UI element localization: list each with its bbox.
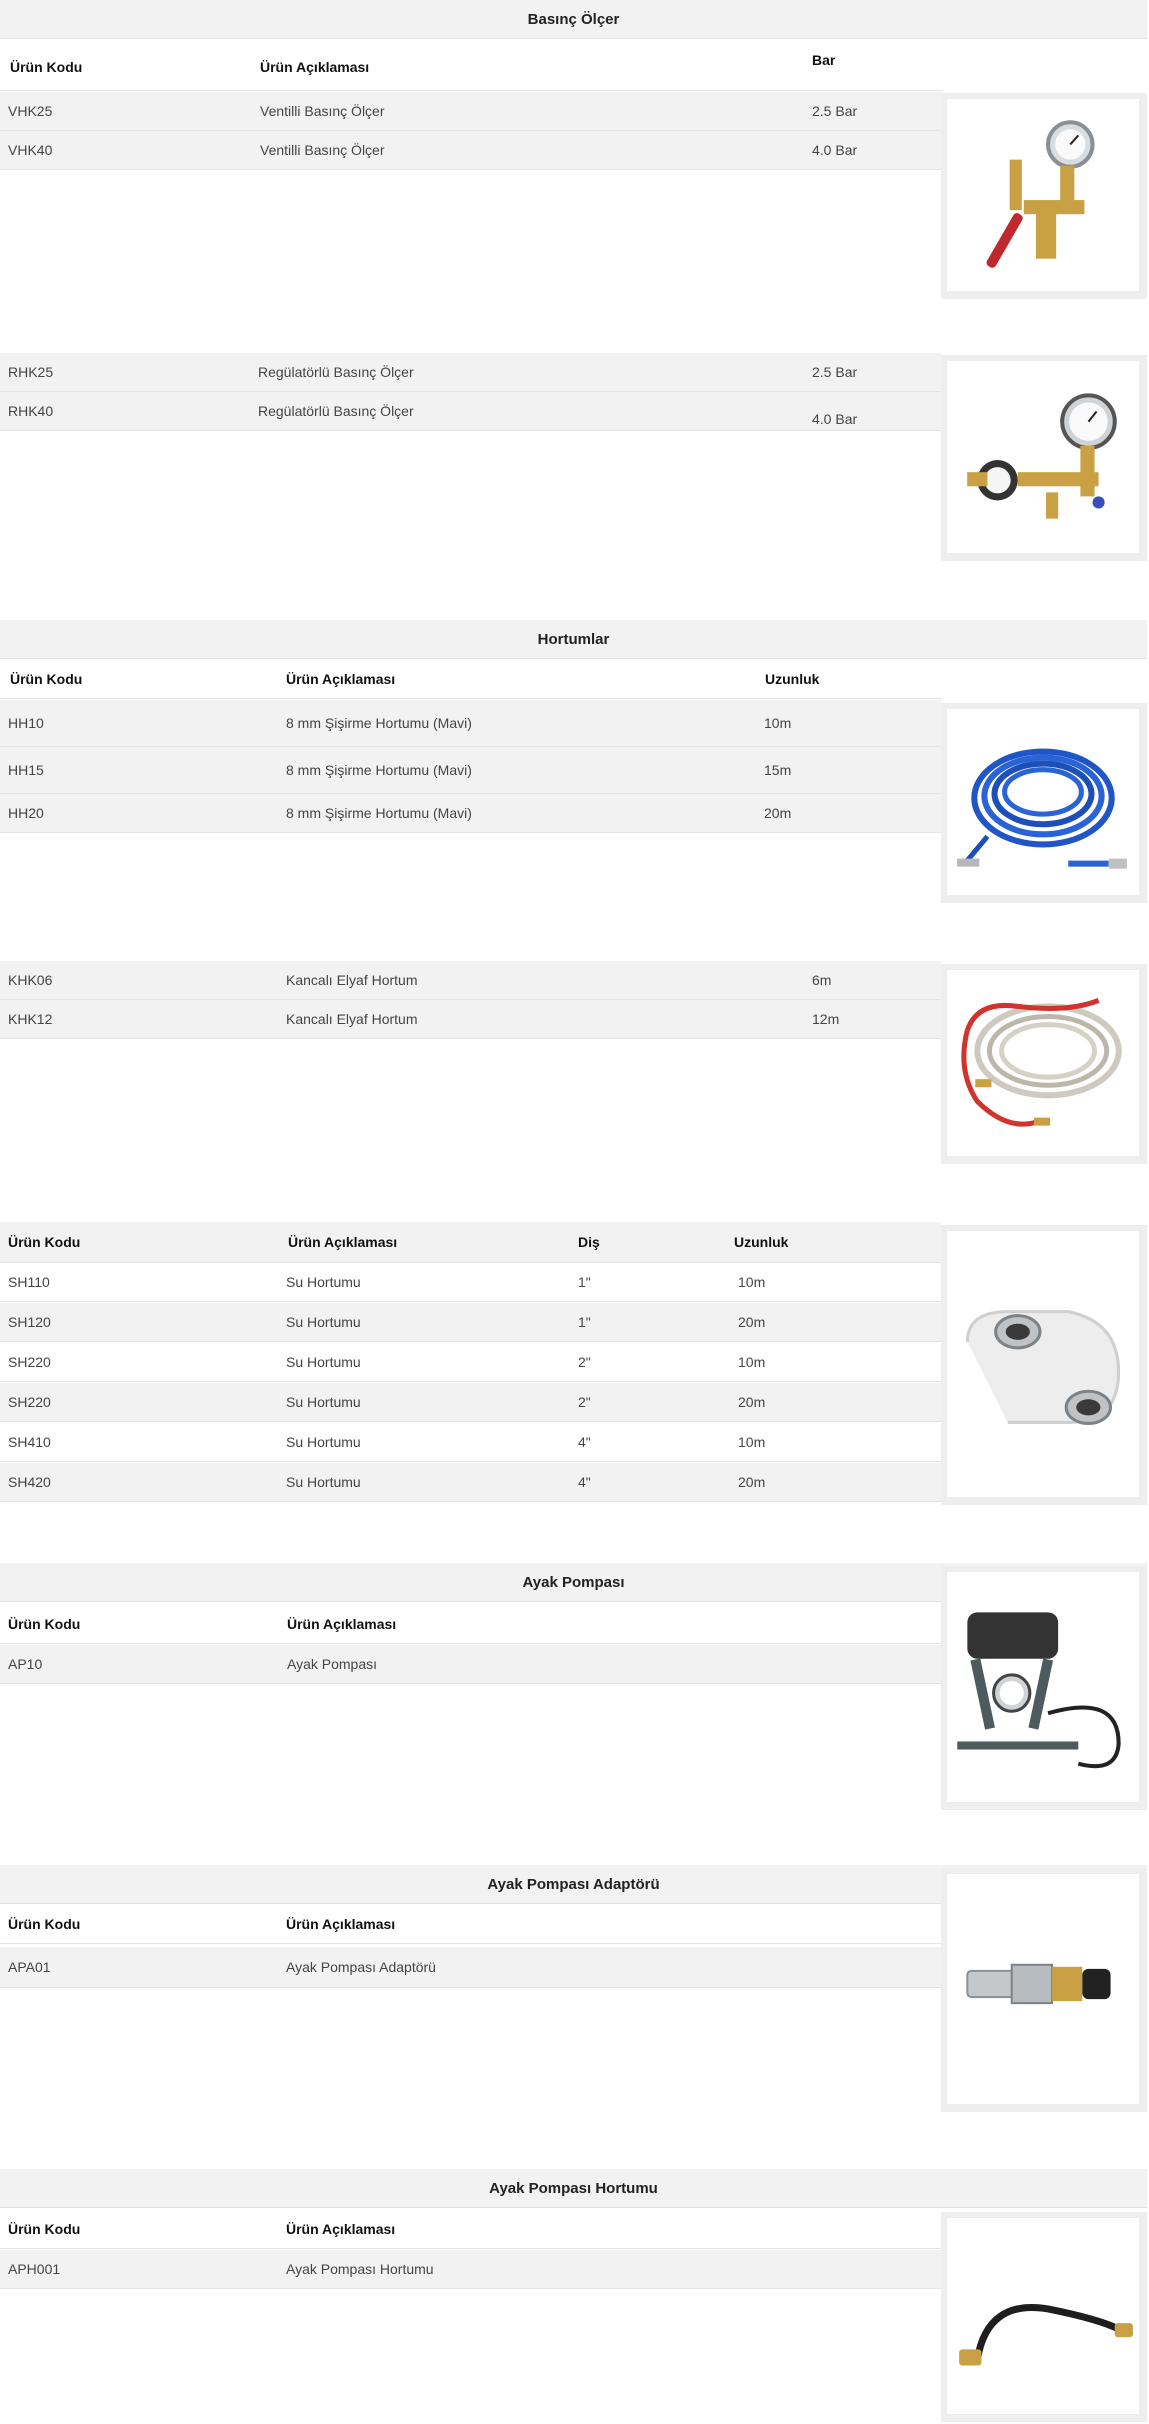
product-code: APH001 (8, 2261, 61, 2277)
product-description: Ventilli Basınç Ölçer (260, 142, 385, 158)
product-length: 10m (764, 715, 792, 731)
product-length: 20m (738, 1474, 766, 1490)
product-description: 8 mm Şişirme Hortumu (Mavi) (286, 715, 472, 731)
product-thread: 2" (578, 1354, 591, 1370)
product-bar: 4.0 Bar (812, 411, 858, 427)
table-row (0, 1383, 941, 1422)
valve-pressure-gauge-photo (941, 93, 1147, 299)
product-code: SH410 (8, 1434, 51, 1450)
pump-adapter-photo (941, 1868, 1147, 2112)
product-length: 20m (764, 805, 792, 821)
product-thread: 4" (578, 1474, 591, 1490)
product-length: 15m (764, 762, 792, 778)
product-thread: 1" (578, 1314, 591, 1330)
table-header-row (0, 1605, 941, 1644)
product-description: 8 mm Şişirme Hortumu (Mavi) (286, 805, 472, 821)
section-title-adaptor: Ayak Pompası Adaptörü (0, 1865, 1147, 1904)
table-row (0, 131, 941, 170)
product-code: RHK25 (8, 364, 54, 380)
product-code: SH110 (8, 1274, 50, 1290)
column-header-length: Uzunluk (765, 671, 820, 687)
water-hose-photo (941, 1225, 1147, 1505)
table-header-row (0, 660, 941, 699)
table-header-row (0, 1222, 941, 1263)
product-thread: 1" (578, 1274, 591, 1290)
product-description: Kancalı Elyaf Hortum (286, 972, 418, 988)
product-description: Kancalı Elyaf Hortum (286, 1011, 418, 1027)
product-bar: 2.5 Bar (812, 103, 858, 119)
foot-pump-icon (947, 1572, 1139, 1802)
column-header-code: Ürün Kodu (10, 59, 83, 75)
product-length: 20m (738, 1314, 766, 1330)
product-thread: 2" (578, 1394, 591, 1410)
product-description: Su Hortumu (286, 1274, 361, 1290)
table-header-row (0, 44, 941, 91)
table-header-row (0, 1905, 941, 1944)
table-row (0, 392, 941, 431)
product-description: Regülatörlü Basınç Ölçer (258, 364, 414, 380)
product-code: AP10 (8, 1656, 43, 1672)
table-row (0, 2250, 941, 2289)
regulator-pressure-gauge-icon (947, 361, 1139, 553)
product-length: 6m (812, 972, 832, 988)
column-header-bar: Bar (812, 52, 836, 68)
product-description: Ayak Pompası (287, 1656, 378, 1672)
column-header-code: Ürün Kodu (8, 1616, 81, 1632)
section-title-hortumlar: Hortumlar (0, 620, 1147, 659)
table-row (0, 1343, 941, 1382)
section-title-pump-hose: Ayak Pompası Hortumu (0, 2169, 1147, 2208)
product-description: Ayak Pompası Adaptörü (286, 1959, 436, 1975)
column-header-description: Ürün Açıklaması (287, 1616, 397, 1632)
table-row (0, 1463, 941, 1502)
regulator-pressure-gauge-photo (941, 355, 1147, 561)
product-description: Su Hortumu (286, 1314, 361, 1330)
table-row (0, 794, 941, 833)
product-description: Su Hortumu (286, 1354, 361, 1370)
product-length: 10m (738, 1274, 766, 1290)
product-code: HH20 (8, 805, 44, 821)
pump-hose-photo (941, 2212, 1147, 2422)
product-code: HH10 (8, 715, 44, 731)
column-header-length: Uzunluk (734, 1234, 789, 1250)
product-code: SH220 (8, 1394, 51, 1410)
table-row (0, 747, 941, 794)
product-code: HH15 (8, 762, 44, 778)
table-row (0, 961, 941, 1000)
fiber-hose-icon (947, 970, 1139, 1156)
table-row (0, 1947, 941, 1988)
column-header-description: Ürün Açıklaması (286, 1916, 396, 1932)
column-header-description: Ürün Açıklaması (286, 671, 396, 687)
product-length: 10m (738, 1354, 766, 1370)
table-row (0, 1263, 941, 1302)
product-code: KHK12 (8, 1011, 53, 1027)
valve-pressure-gauge-icon (947, 99, 1139, 291)
fiber-hose-photo (941, 964, 1147, 1164)
table-row (0, 700, 941, 747)
pump-hose-icon (947, 2218, 1139, 2414)
product-code: SH420 (8, 1474, 51, 1490)
product-code: SH120 (8, 1314, 51, 1330)
column-header-code: Ürün Kodu (10, 671, 83, 687)
product-description: Ventilli Basınç Ölçer (260, 103, 385, 119)
product-code: SH220 (8, 1354, 51, 1370)
product-code: APA01 (8, 1959, 51, 1975)
product-description: Ayak Pompası Hortumu (286, 2261, 434, 2277)
table-header-row (0, 2210, 941, 2249)
column-header-code: Ürün Kodu (8, 1234, 81, 1250)
product-description: Su Hortumu (286, 1394, 361, 1410)
product-code: RHK40 (8, 403, 54, 419)
table-row (0, 1000, 941, 1039)
column-header-thread: Diş (578, 1234, 600, 1250)
table-row (0, 353, 941, 392)
column-header-description: Ürün Açıklaması (286, 2221, 396, 2237)
product-description: Su Hortumu (286, 1474, 361, 1490)
column-header-code: Ürün Kodu (8, 2221, 81, 2237)
column-header-description: Ürün Açıklaması (260, 59, 370, 75)
product-description: Regülatörlü Basınç Ölçer (258, 403, 414, 419)
column-header-description: Ürün Açıklaması (288, 1234, 398, 1250)
product-length: 20m (738, 1394, 766, 1410)
table-row (0, 1423, 941, 1462)
foot-pump-photo (941, 1566, 1147, 1810)
table-row (0, 92, 941, 131)
section-title-ayak-pompasi: Ayak Pompası (0, 1563, 1147, 1602)
product-code: VHK25 (8, 103, 53, 119)
product-bar: 4.0 Bar (812, 142, 858, 158)
product-length: 10m (738, 1434, 766, 1450)
product-description: 8 mm Şişirme Hortumu (Mavi) (286, 762, 472, 778)
table-row (0, 1303, 941, 1342)
product-thread: 4" (578, 1434, 591, 1450)
blue-hose-icon (947, 709, 1139, 895)
water-hose-icon (947, 1231, 1139, 1497)
table-row (0, 1645, 941, 1684)
product-bar: 2.5 Bar (812, 364, 858, 380)
pump-adapter-icon (947, 1874, 1139, 2104)
product-code: KHK06 (8, 972, 53, 988)
product-code: VHK40 (8, 142, 53, 158)
column-header-code: Ürün Kodu (8, 1916, 81, 1932)
product-description: Su Hortumu (286, 1434, 361, 1450)
section-title-basinc: Basınç Ölçer (0, 0, 1147, 39)
blue-hose-photo (941, 703, 1147, 903)
product-length: 12m (812, 1011, 840, 1027)
